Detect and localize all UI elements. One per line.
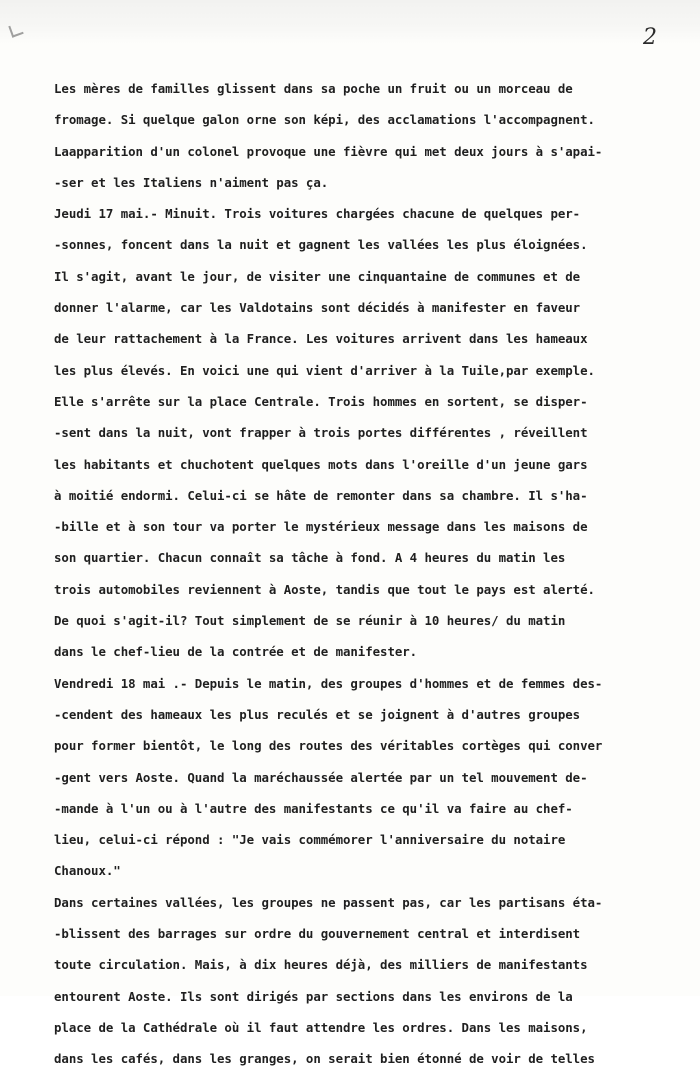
- text-line: donner l'alarme, car les Valdotains sont décidés à manifester en faveur: [54, 300, 581, 316]
- text-line: trois automobiles reviennent à Aoste, tandis que tout le pays est alerté.: [54, 581, 595, 597]
- text-line: les habitants et chuchotent quelques mots dans l'oreille d'un jeune gars: [54, 456, 588, 472]
- text-line: -blissent des barrages sur ordre du gouvernement central et interdisent: [54, 926, 581, 942]
- text-line: -ser et les Italiens n'aiment pas ça.: [54, 174, 329, 190]
- text-line: -sonnes, foncent dans la nuit et gagnent les vallées les plus éloignées.: [54, 237, 588, 253]
- text-line: dans les cafés, dans les granges, on serait bien étonné de voir de telles: [54, 1051, 595, 1067]
- text-line: -bille et à son tour va porter le mystérieux message dans les maisons de: [54, 519, 588, 535]
- text-line: pour former bientôt, le long des routes des véritables cortèges qui conver: [54, 738, 603, 754]
- text-line: -sent dans la nuit, vont frapper à trois portes différentes , réveillent: [54, 425, 588, 441]
- text-line: lieu, celui-ci répond : "Je vais commémorer l'anniversaire du notaire: [54, 832, 566, 848]
- text-line: Jeudi 17 mai.- Minuit. Trois voitures chargées chacune de quelques per-: [54, 206, 581, 222]
- text-line: à moitié endormi. Celui-ci se hâte de remonter dans sa chambre. Il s'ha-: [54, 487, 588, 503]
- text-line: Elle s'arrête sur la place Centrale. Trois hommes en sortent, se disper-: [54, 393, 588, 409]
- body-text: [54, 73, 684, 1075]
- text-line: dans le chef-lieu de la contrée et de manifester.: [54, 644, 418, 660]
- text-line: les plus élevés. En voici une qui vient d'arriver à la Tuile,par exemple.: [54, 362, 595, 378]
- text-line: de leur rattachement à la France. Les voitures arrivent dans les hameaux: [54, 331, 588, 347]
- text-line: De quoi s'agit-il? Tout simplement de se réunir à 10 heures/ du matin: [54, 613, 566, 629]
- text-line: Dans certaines vallées, les groupes ne passent pas, car les partisans éta-: [54, 894, 603, 910]
- text-line: Les mères de familles glissent dans sa poche un fruit ou un morceau de: [54, 81, 573, 96]
- text-line: -cendent des hameaux les plus reculés et se joignent à d'autres groupes: [54, 706, 581, 722]
- scan-top-margin: [0, 0, 700, 44]
- page-number: 2: [643, 25, 657, 50]
- text-line: toute circulation. Mais, à dix heures déjà, des milliers de manifestants: [54, 957, 588, 973]
- text-line: -mande à l'un ou à l'autre des manifestants ce qu'il va faire au chef-: [54, 800, 573, 816]
- text-line: son quartier. Chacun connaît sa tâche à fond. A 4 heures du matin les: [54, 550, 566, 566]
- text-line: -gent vers Aoste. Quand la maréchaussée alertée par un tel mouvement de-: [54, 769, 588, 785]
- text-line: place de la Cathédrale où il faut attendre les ordres. Dans les maisons,: [54, 1019, 588, 1035]
- text-line: fromage. Si quelque galon orne son képi, des acclamations l'accompagnent.: [54, 112, 595, 128]
- text-line: entourent Aoste. Ils sont dirigés par sections dans les environs de la: [54, 988, 573, 1004]
- text-line: Il s'agit, avant le jour, de visiter une cinquantaine de communes et de: [54, 268, 581, 284]
- text-line: Laapparition d'un colonel provoque une fièvre qui met deux jours à s'apai-: [54, 143, 603, 159]
- text-line: Vendredi 18 mai .- Depuis le matin, des groupes d'hommes et de femmes des-: [54, 675, 603, 691]
- text-line: Chanoux.": [54, 863, 121, 879]
